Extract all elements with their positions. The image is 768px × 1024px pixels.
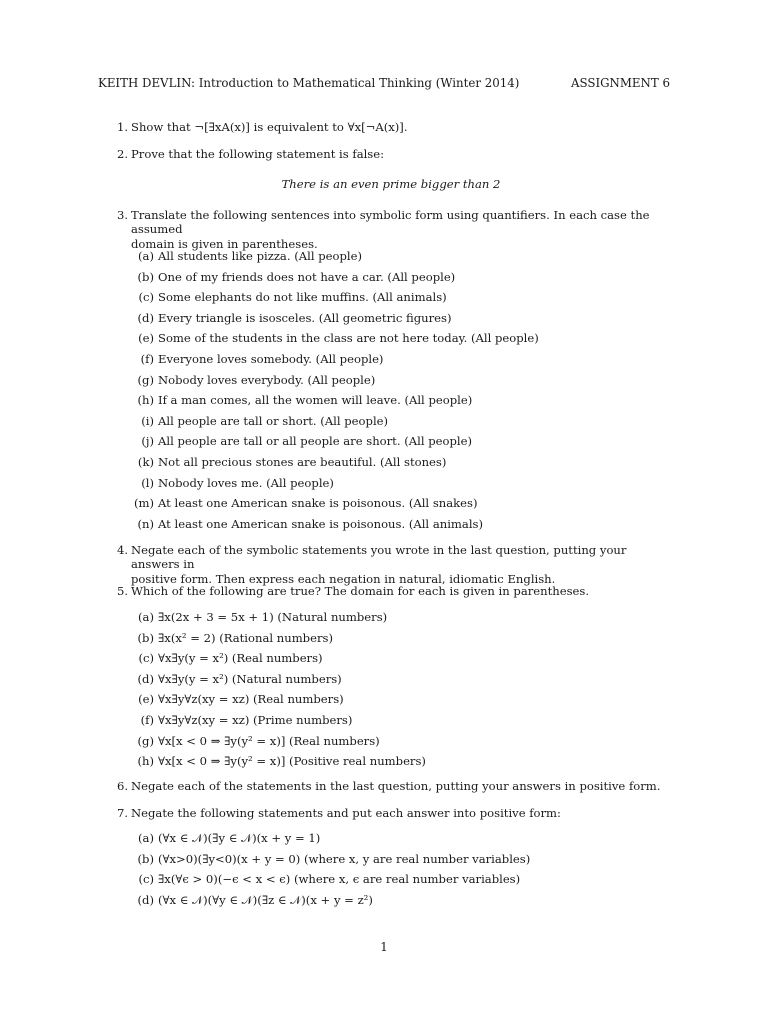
sub-item-text: ∀x∃y(y = x²) (Natural numbers) bbox=[158, 671, 342, 686]
sub-item bbox=[132, 331, 670, 345]
sub-item bbox=[132, 311, 670, 325]
sub-item-text: ∃x(∀ϵ > 0)(−ϵ < x < ϵ) (where x, ϵ are real number variables) bbox=[158, 872, 521, 887]
sub-item-label: (l) bbox=[141, 475, 154, 490]
question-text: Prove that the following statement is false: bbox=[131, 147, 385, 161]
sub-item bbox=[132, 651, 670, 665]
question-text-line-2: positive form. Then express each negation in natural, idiomatic English. bbox=[131, 571, 556, 586]
question-text-line-1: Translate the following sentences into symbolic form using quantifiers. In each case the assumed bbox=[131, 208, 650, 237]
question-text: Negate the following statements and put each answer into positive form: bbox=[131, 806, 561, 820]
question-number: 6. bbox=[116, 779, 128, 793]
sub-item bbox=[132, 893, 670, 907]
question-3 bbox=[112, 208, 670, 251]
sub-item-label: (b) bbox=[137, 630, 154, 645]
question-text-line-1: Negate each of the symbolic statements you wrote in the last question, putting your answers in bbox=[131, 543, 627, 572]
sub-item-label: (n) bbox=[137, 516, 154, 531]
sub-item-text: One of my friends does not have a car. (All people) bbox=[158, 269, 456, 284]
question-number: 5. bbox=[116, 584, 128, 598]
sub-item-text: Some elephants do not like muffins. (All animals) bbox=[158, 290, 447, 305]
question-number: 7. bbox=[116, 806, 128, 820]
sub-item-label: (m) bbox=[133, 496, 154, 511]
question-4 bbox=[112, 543, 670, 586]
sub-item-label: (c) bbox=[138, 651, 154, 666]
sub-item-label: (d) bbox=[137, 310, 154, 325]
sub-item-text: ∀x[x < 0 ⇒ ∃y(y² = x)] (Real numbers) bbox=[158, 733, 380, 748]
page-number: 1 bbox=[380, 940, 388, 954]
sub-item-text: Some of the students in the class are not here today. (All people) bbox=[158, 331, 539, 346]
sub-item bbox=[132, 434, 670, 448]
sub-item bbox=[132, 831, 670, 845]
sub-item bbox=[132, 270, 670, 284]
question-text: Negate each of the statements in the last question, putting your answers in positive form. bbox=[131, 779, 661, 793]
sub-item-label: (g) bbox=[137, 733, 154, 748]
sub-item bbox=[132, 734, 670, 748]
sub-item-label: (f) bbox=[140, 352, 154, 366]
sub-item-label: (a) bbox=[138, 610, 154, 624]
sub-item bbox=[132, 249, 670, 263]
sub-item-text: ∀x∃y∀z(xy = xz) (Real numbers) bbox=[158, 692, 344, 707]
sub-item-text: (∀x>0)(∃y<0)(x + y = 0) (where x, y are real number variables) bbox=[158, 851, 531, 866]
sub-item bbox=[132, 290, 670, 304]
sub-item-label: (i) bbox=[141, 413, 154, 428]
sub-item-label: (g) bbox=[137, 372, 154, 387]
sub-item-label: (b) bbox=[137, 269, 154, 284]
sub-item-text: All people are tall or short. (All people) bbox=[158, 413, 389, 428]
sub-item bbox=[132, 455, 670, 469]
question-number: 3. bbox=[116, 208, 128, 222]
sub-item-label: (h) bbox=[137, 754, 154, 769]
sub-item bbox=[132, 852, 670, 866]
sub-item-label: (f) bbox=[140, 713, 154, 727]
sub-item-label: (a) bbox=[138, 831, 154, 845]
sub-item bbox=[132, 373, 670, 387]
sub-item-label: (a) bbox=[138, 249, 154, 263]
sub-item-text: ∀x[x < 0 ⇒ ∃y(y² = x)] (Positive real numbers) bbox=[158, 754, 426, 769]
sub-item-text: ∀x∃y∀z(xy = xz) (Prime numbers) bbox=[158, 713, 353, 727]
header-assignment-label: ASSIGNMENT 6 bbox=[570, 76, 670, 90]
sub-item bbox=[132, 692, 670, 706]
sub-item-text: All people are tall or all people are short. (All people) bbox=[158, 434, 472, 449]
sub-item-label: (h) bbox=[137, 393, 154, 408]
question-number: 2. bbox=[116, 147, 128, 161]
sub-item bbox=[132, 754, 670, 768]
sub-item-label: (d) bbox=[137, 892, 154, 907]
question-text-line-2: domain is given in parentheses. bbox=[131, 236, 318, 251]
question-text: Which of the following are true? The domain for each is given in parentheses. bbox=[131, 584, 590, 598]
sub-item bbox=[132, 476, 670, 490]
question-7 bbox=[112, 806, 670, 820]
sub-item-label: (k) bbox=[137, 455, 154, 469]
sub-item-text: (∀x ∈ 𝒩)(∀y ∈ 𝒩)(∃z ∈ 𝒩)(x + y = z²) bbox=[158, 892, 373, 907]
sub-item-text: All students like pizza. (All people) bbox=[158, 249, 362, 263]
header-course-title: KEITH DEVLIN: Introduction to Mathematical Thinking (Winter 2014) bbox=[98, 76, 520, 90]
sub-item-text: Nobody loves me. (All people) bbox=[158, 475, 334, 490]
sub-item-label: (c) bbox=[138, 290, 154, 305]
question-text: Show that ¬[∃xA(x)] is equivalent to ∀x[¬A(x)]. bbox=[131, 120, 408, 134]
question-number: 1. bbox=[116, 120, 128, 134]
sub-item-label: (d) bbox=[137, 671, 154, 686]
sub-item-label: (j) bbox=[141, 434, 154, 449]
sub-item bbox=[132, 496, 670, 510]
question-2 bbox=[112, 147, 670, 161]
sub-item bbox=[132, 610, 670, 624]
sub-item-text: ∃x(x² = 2) (Rational numbers) bbox=[158, 630, 333, 645]
sub-item-text: Not all precious stones are beautiful. (All stones) bbox=[158, 455, 447, 469]
sub-item-text: (∀x ∈ 𝒩)(∃y ∈ 𝒩)(x + y = 1) bbox=[158, 831, 321, 845]
question-number: 4. bbox=[116, 543, 128, 557]
question-1 bbox=[112, 120, 670, 134]
sub-item bbox=[132, 414, 670, 428]
sub-item-label: (e) bbox=[138, 692, 154, 707]
sub-item-text: If a man comes, all the women will leave. (All people) bbox=[158, 393, 473, 408]
sub-item bbox=[132, 352, 670, 366]
sub-item-text: Everyone loves somebody. (All people) bbox=[158, 352, 384, 366]
sub-item-label: (b) bbox=[137, 851, 154, 866]
question-6 bbox=[112, 779, 670, 793]
sub-item bbox=[132, 517, 670, 531]
statement-text: There is an even prime bigger than 2 bbox=[281, 177, 501, 191]
sub-item bbox=[132, 872, 670, 886]
sub-item-text: At least one American snake is poisonous. (All snakes) bbox=[158, 496, 478, 511]
sub-item-text: ∀x∃y(y = x²) (Real numbers) bbox=[158, 651, 323, 666]
question-5 bbox=[112, 584, 670, 598]
sub-item-text: Nobody loves everybody. (All people) bbox=[158, 372, 376, 387]
sub-item bbox=[132, 393, 670, 407]
sub-item-text: Every triangle is isosceles. (All geometric figures) bbox=[158, 310, 452, 325]
sub-item bbox=[132, 631, 670, 645]
sub-item-label: (c) bbox=[138, 872, 154, 887]
sub-item bbox=[132, 713, 670, 727]
sub-item bbox=[132, 672, 670, 686]
sub-item-text: ∃x(2x + 3 = 5x + 1) (Natural numbers) bbox=[158, 610, 388, 624]
sub-item-text: At least one American snake is poisonous. (All animals) bbox=[158, 516, 484, 531]
running-header bbox=[98, 76, 670, 91]
sub-item-label: (e) bbox=[138, 331, 154, 346]
